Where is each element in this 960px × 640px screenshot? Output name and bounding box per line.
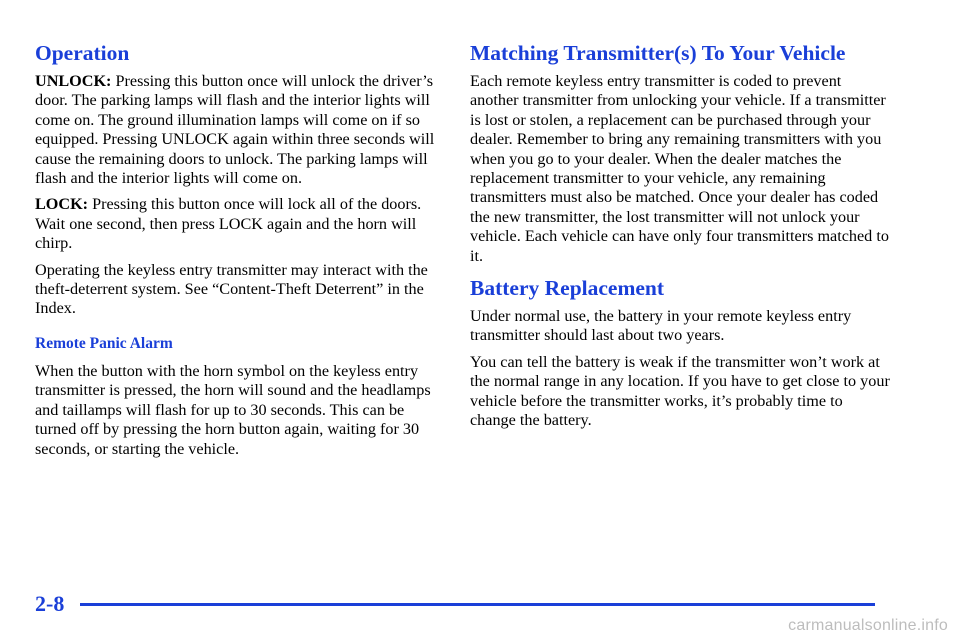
unlock-label: UNLOCK: xyxy=(35,72,112,90)
operating-paragraph: Operating the keyless entry transmitter may interact with the theft-deterrent system. See “Content-Theft Deterrent” in the Index. xyxy=(35,260,428,318)
battery-paragraph-1: Under normal use, the battery in your remote keyless entry transmitter should last about two years. xyxy=(470,307,852,345)
matching-paragraph: Each remote keyless entry transmitter is coded to prevent another transmitter from unlocking your vehicle. If a transmitter is lost or stolen, a replacement can be purchased through your dealer. Remember to bring any remaining transmitters with you when you go to your dealer. When the dealer matches the replacement transmitter to your vehicle, any remaining transmitters must also be matched. Once your dealer has coded the new transmitter, the lost transmitter will not unlock your vehicle. Each vehicle can have only four transmitters matched to it. xyxy=(470,72,889,265)
operation-heading: Operation xyxy=(35,41,130,65)
lock-label: LOCK: xyxy=(35,195,89,214)
battery-paragraph-2: You can tell the battery is weak if the transmitter won’t work at the normal range in any location. If you have to get close to your vehicle before the transmitter works, it’s probably time to change the battery. xyxy=(470,352,890,430)
panic-alarm-paragraph: When the button with the horn symbol on the keyless entry transmitter is pressed, the horn will sound and the headlamps and taillamps will flash for up to 30 seconds. This can be turned off by pressing the horn button again, waiting for 30 seconds, or starting the vehicle. xyxy=(35,361,431,458)
lock-paragraph xyxy=(35,195,440,253)
matching-heading: Matching Transmitter(s) To Your Vehicle xyxy=(470,41,846,65)
left-column xyxy=(35,38,440,459)
page-number: 2-8 xyxy=(35,591,65,616)
battery-heading: Battery Replacement xyxy=(470,276,665,301)
lock-text: Pressing this button once will lock all of the doors. Wait one second, then press LOCK again and the horn will chirp. xyxy=(35,195,422,253)
right-column xyxy=(470,38,890,431)
unlock-text: Pressing this button once will unlock the driver’s door. The parking lamps will flash and the interior lights will come on. The ground illumination lamps will come on if so equipped. Pressing UNLOCK again within three seconds will cause the remaining doors to unlock. The parking lamps will flash and the interior lights will come on. xyxy=(35,72,435,188)
footer-divider xyxy=(80,603,875,606)
unlock-paragraph xyxy=(35,72,440,188)
panic-alarm-heading: Remote Panic Alarm xyxy=(35,334,173,352)
watermark: carmanualsonline.info xyxy=(788,617,948,634)
